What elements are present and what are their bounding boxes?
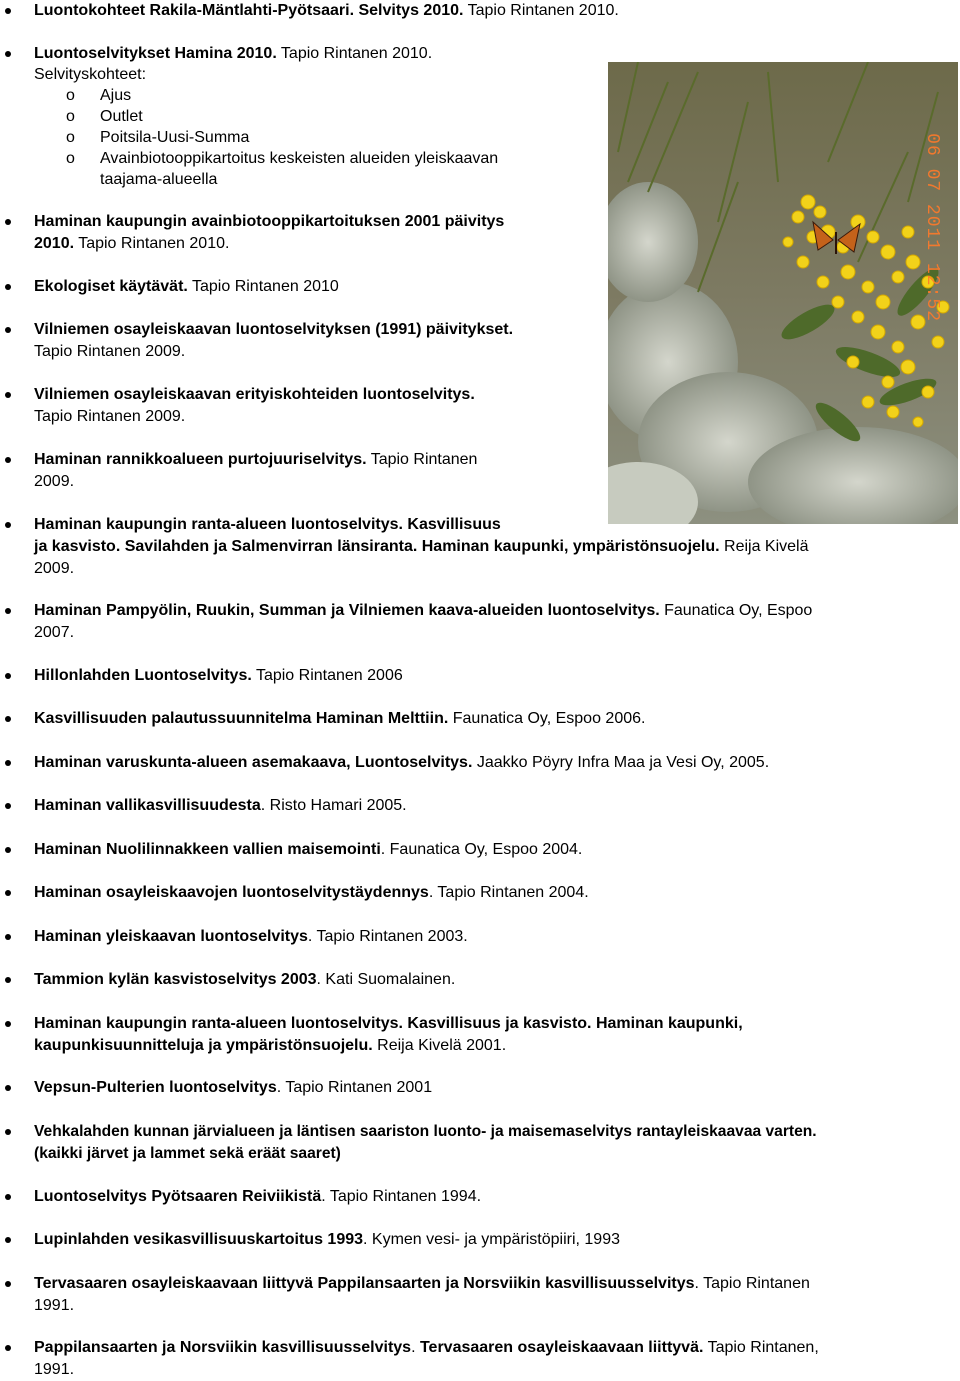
list-item: Hillonlahden Luontoselvitys. Tapio Rintanen 2006 bbox=[34, 665, 403, 687]
item-title: Luontoselvitykset Hamina 2010. bbox=[34, 45, 277, 62]
circle-marker-icon: o bbox=[66, 150, 75, 167]
circle-marker-icon: o bbox=[66, 87, 75, 104]
bullet-icon bbox=[5, 457, 11, 463]
photo-timestamp: 06 07 2011 12:52 bbox=[922, 133, 942, 322]
list-item: Haminan kaupungin avainbiotooppikartoituksen 2001 päivitys 2010. Tapio Rintanen 2010. bbox=[34, 211, 504, 255]
item-author: Tapio Rintanen 2010. bbox=[276, 45, 433, 62]
bullet-icon bbox=[5, 760, 11, 766]
bullet-icon bbox=[5, 934, 11, 940]
bullet-icon bbox=[5, 1129, 11, 1135]
bullet-icon bbox=[5, 977, 11, 983]
list-item: Haminan kaupungin ranta-alueen luontoselvitys. Kasvillisuus ja kasvisto. Haminan kaupunki, kaupunkisuunnitteluja ja ympäristönsuojelu. Reija Kivelä 2001. bbox=[34, 1013, 954, 1057]
bullet-icon bbox=[5, 716, 11, 722]
list-item: Vehkalahden kunnan järvialueen ja läntisen saariston luonto- ja maisemaselvitys rantayleiskaavaa varten. (kaikki järvet ja lammet sekä eräät saaret) bbox=[34, 1121, 958, 1165]
bullet-icon bbox=[5, 219, 11, 225]
bullet-icon bbox=[5, 284, 11, 290]
bullet-icon bbox=[5, 1281, 11, 1287]
sublist-item-continued: taajama-alueella bbox=[100, 171, 218, 188]
bullet-icon bbox=[5, 522, 11, 528]
photo-illustration bbox=[608, 62, 958, 524]
item-title: Luontokohteet Rakila-Mäntlahti-Pyötsaari. Selvitys 2010. bbox=[34, 2, 464, 19]
list-item: Haminan yleiskaavan luontoselvitys. Tapio Rintanen 2003. bbox=[34, 926, 468, 948]
list-item: Tervasaaren osayleiskaavaan liittyvä Pappilansaarten ja Norsviikin kasvillisuusselvitys. Tapio Rintanen 1991. bbox=[34, 1273, 954, 1317]
list-item: Pappilansaarten ja Norsviikin kasvillisuusselvitys. Tervasaaren osayleiskaavaan liittyvä. Tapio Rintanen, 1991. bbox=[34, 1337, 954, 1381]
bullet-icon bbox=[5, 8, 11, 14]
list-item: Haminan vallikasvillisuudesta. Risto Hamari 2005. bbox=[34, 795, 407, 817]
bullet-icon bbox=[5, 1194, 11, 1200]
bullet-icon bbox=[5, 1021, 11, 1027]
list-item: Haminan Pampyölin, Ruukin, Summan ja Vilniemen kaava-alueiden luontoselvitys. Faunatica Oy, Espoo 2007. bbox=[34, 600, 812, 644]
list-item: Tammion kylän kasvistoselvitys 2003. Kati Suomalainen. bbox=[34, 969, 455, 991]
bullet-icon bbox=[5, 1237, 11, 1243]
list-item: Lupinlahden vesikasvillisuuskartoitus 1993. Kymen vesi- ja ympäristöpiiri, 1993 bbox=[34, 1229, 620, 1251]
bullet-icon bbox=[5, 327, 11, 333]
bullet-icon bbox=[5, 51, 11, 57]
sublist-item: o Ajus bbox=[66, 87, 132, 104]
nature-photo bbox=[608, 62, 958, 524]
circle-marker-icon: o bbox=[66, 108, 75, 125]
list-item: Haminan varuskunta-alueen asemakaava, Luontoselvitys. Jaakko Pöyry Infra Maa ja Vesi Oy, 2005. bbox=[34, 752, 769, 774]
list-item: Haminan kaupungin ranta-alueen luontoselvitys. Kasvillisuus ja kasvisto. Savilahden ja Salmenvirran länsiranta. Haminan kaupunki, ympäristönsuojelu. Reija Kivelä 2009. bbox=[34, 514, 934, 580]
list-item: Vilniemen osayleiskaavan erityiskohteiden luontoselvitys. Tapio Rintanen 2009. bbox=[34, 384, 475, 428]
sublist-item: o Avainbiotooppikartoitus keskeisten alueiden yleiskaavan bbox=[66, 150, 499, 167]
list-item: Haminan rannikkoalueen purtojuuriselvitys. Tapio Rintanen 2009. bbox=[34, 449, 477, 493]
bullet-icon bbox=[5, 608, 11, 614]
sublist-item: o Outlet bbox=[66, 108, 143, 125]
list-item: Luontoselvitys Pyötsaaren Reiviikistä. Tapio Rintanen 1994. bbox=[34, 1186, 481, 1208]
list-item bbox=[34, 43, 432, 65]
bullet-icon bbox=[5, 890, 11, 896]
bullet-icon bbox=[5, 847, 11, 853]
list-item: Kasvillisuuden palautussuunnitelma Haminan Melttiin. Faunatica Oy, Espoo 2006. bbox=[34, 708, 645, 730]
circle-marker-icon: o bbox=[66, 129, 75, 146]
list-item: Haminan osayleiskaavojen luontoselvitystäydennys. Tapio Rintanen 2004. bbox=[34, 882, 589, 904]
bullet-icon bbox=[5, 392, 11, 398]
bullet-icon bbox=[5, 673, 11, 679]
list-item: Vilniemen osayleiskaavan luontoselvityksen (1991) päivitykset. Tapio Rintanen 2009. bbox=[34, 319, 513, 363]
list-item: Vepsun-Pulterien luontoselvitys. Tapio Rintanen 2001 bbox=[34, 1077, 432, 1099]
sublist-item: o Poitsila-Uusi-Summa bbox=[66, 129, 250, 146]
bullet-icon bbox=[5, 1345, 11, 1351]
bullet-icon bbox=[5, 803, 11, 809]
item-author: Tapio Rintanen 2010. bbox=[463, 2, 619, 19]
sublist-heading: Selvityskohteet: bbox=[34, 66, 147, 83]
list-item: Haminan Nuolilinnakkeen vallien maisemointi. Faunatica Oy, Espoo 2004. bbox=[34, 839, 582, 861]
list-item: Ekologiset käytävät. Tapio Rintanen 2010 bbox=[34, 276, 339, 298]
bullet-icon bbox=[5, 1085, 11, 1091]
list-item bbox=[34, 0, 619, 22]
